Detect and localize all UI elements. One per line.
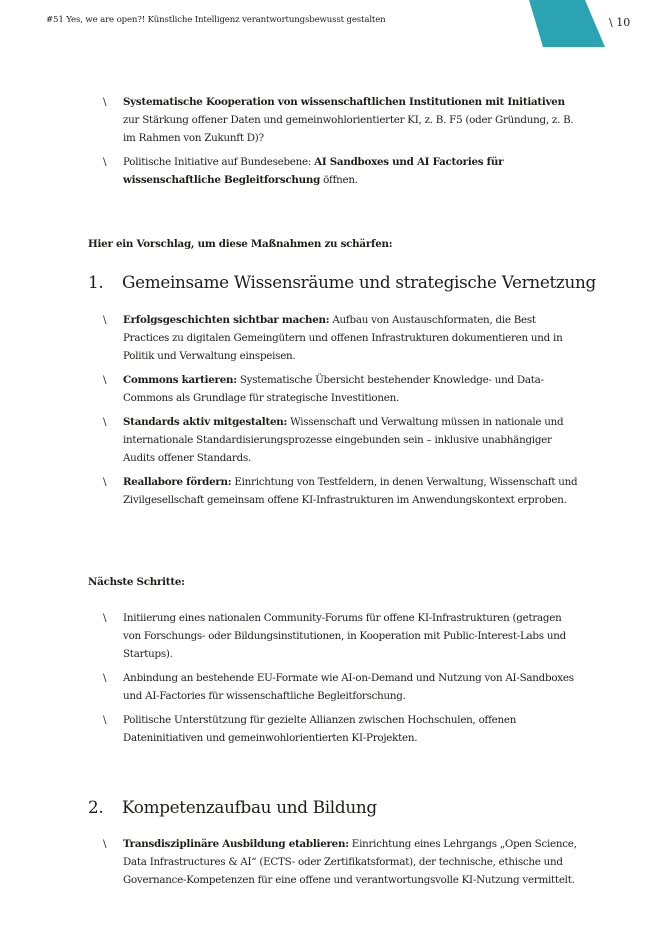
bold-lead: Erfolgsgeschichten sichtbar machen:: [123, 314, 330, 326]
bullet-text: Einrichtung von Testfeldern, in denen Verwaltung, Wissenschaft und Zivilgesellschaft gemeinsam offene KI-Infrastrukturen im Anwendungskontext erproben.: [123, 476, 578, 506]
list-item: [103, 835, 578, 889]
backslash-bullet-icon: \: [103, 416, 107, 428]
bullet-text: Systematische Übersicht bestehender Knowledge- und Data-Commons als Grundlage für strategische Investitionen.: [123, 374, 544, 404]
list-item: [103, 669, 578, 705]
section-title: Kompetenzaufbau und Bildung: [122, 797, 377, 817]
intro-bullet-list: [103, 93, 578, 195]
section-number: 1.: [88, 272, 104, 292]
bold-lead: AI Sandboxes und AI Factories für wissenschaftliche Begleitforschung: [123, 156, 504, 186]
next-steps-bullet-list: [103, 609, 578, 753]
section2-bullet-list: [103, 835, 578, 895]
bullet-text: zur Stärkung offener Daten und gemeinwohlorientierter KI, z. B. F5 (oder Gründung, z. B. im Rahmen von Zukunft D)?: [123, 114, 574, 144]
next-steps-label: Nächste Schritte:: [88, 576, 185, 588]
list-item: [103, 711, 578, 747]
list-item: [103, 93, 578, 147]
bold-lead: Transdisziplinäre Ausbildung etablieren:: [123, 838, 349, 850]
page-number: \ 10: [609, 16, 631, 29]
backslash-bullet-icon: \: [103, 672, 107, 684]
list-item: [103, 153, 578, 189]
bullet-text: Einrichtung eines Lehrgangs „Open Science, Data Infrastructures & AI“ (ECTS- oder Zertifikatsformat), der technische, ethische und Governance-Kompetenzen für eine offene und verantwortungsvolle KI-Nutzung vermittelt.: [123, 838, 577, 886]
backslash-bullet-icon: \: [103, 314, 107, 326]
bullet-text: Anbindung an bestehende EU-Formate wie AI-on-Demand und Nutzung von AI-Sandboxes und AI-Factories für wissenschaftliche Begleitforschung.: [123, 672, 574, 702]
list-item: [103, 413, 578, 467]
proposal-lead: Hier ein Vorschlag, um diese Maßnahmen zu schärfen:: [88, 238, 393, 250]
section-heading-2: [88, 797, 377, 817]
backslash-bullet-icon: \: [103, 612, 107, 624]
list-item: [103, 473, 578, 509]
section-title: Gemeinsame Wissensräume und strategische Vernetzung: [122, 272, 596, 292]
backslash-bullet-icon: \: [103, 156, 107, 168]
bullet-text: Wissenschaft und Verwaltung müssen in nationale und internationale Standardisierungsprozesse eingebunden sein – inklusive unabhängiger Audits offener Standards.: [123, 416, 564, 464]
bullet-text: öffnen.: [320, 174, 358, 186]
bullet-text: Initiierung eines nationalen Community-Forums für offene KI-Infrastrukturen (getragen von Forschungs- oder Bildungsinstitutionen, in Kooperation mit Public-Interest-Labs und Startups).: [123, 612, 566, 660]
list-item: [103, 371, 578, 407]
backslash-bullet-icon: \: [103, 714, 107, 726]
backslash-bullet-icon: \: [103, 96, 107, 108]
section-number: 2.: [88, 797, 104, 817]
section-heading-1: [88, 272, 596, 292]
bullet-text: Aufbau von Austauschformaten, die Best Practices zu digitalen Gemeingütern und offenen Infrastrukturen dokumentieren und in Politik und Verwaltung einspeisen.: [123, 314, 563, 362]
bold-lead: Commons kartieren:: [123, 374, 237, 386]
bold-lead: Standards aktiv mitgestalten:: [123, 416, 288, 428]
backslash-bullet-icon: \: [103, 476, 107, 488]
bold-lead: Reallabore fördern:: [123, 476, 232, 488]
section1-bullet-list: [103, 311, 578, 515]
bold-lead: Systematische Kooperation von wissenschaftlichen Institutionen mit Initiativen: [123, 96, 565, 108]
document-title: #51 Yes, we are open?! Künstliche Intelligenz verantwortungsbewusst gestalten: [46, 15, 386, 25]
bullet-text: Politische Initiative auf Bundesebene:: [123, 156, 315, 168]
backslash-bullet-icon: \: [103, 838, 107, 850]
backslash-bullet-icon: \: [103, 374, 107, 386]
list-item: [103, 609, 578, 663]
accent-parallelogram-shape: [528, 0, 606, 48]
bullet-text: Politische Unterstützung für gezielte Allianzen zwischen Hochschulen, offenen Dateninitiativen und gemeinwohlorientierten KI-Projekten.: [123, 714, 517, 744]
list-item: [103, 311, 578, 365]
